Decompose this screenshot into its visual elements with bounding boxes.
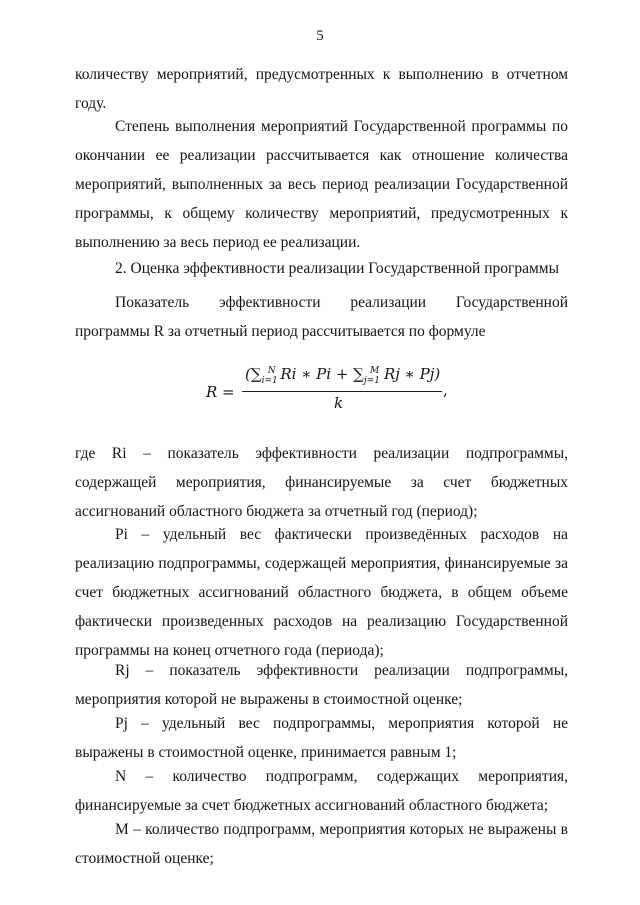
paragraph-completion-degree: Степень выполнения мероприятий Государственной программы по окончании ее реализации рассчитывается как отношение количества мероприятий, выполненных за весь период реализации Государственной программы, к общему количеству мероприятий, предусмотренных к выполнению за весь период ее реализации. bbox=[75, 118, 568, 251]
paragraph-n-definition: N – количество подпрограмм, содержащих мероприятия, финансируемые за счет бюджетных ассигнований областного бюджета; bbox=[75, 768, 568, 814]
paragraph-formula-intro: Показатель эффективности реализации Государственной программы R за отчетный период рассчитывается по формуле bbox=[75, 294, 568, 340]
formula-numerator: ($\sum_{i=1}^N$ Ri ∗ $Pi + \sum_{j=1}^M$ Rj ∗ Pj) bbox=[245, 365, 441, 386]
paragraph-continuation: количеству мероприятий, предусмотренных к выполнению в отчетном году. bbox=[75, 66, 568, 112]
formula-lhs: R = bbox=[206, 383, 235, 401]
efficiency-formula bbox=[200, 360, 460, 420]
section-heading: 2. Оценка эффективности реализации Государственной программы bbox=[115, 260, 560, 277]
paragraph-pj-definition: Pj – удельный вес подпрограммы, мероприятия которой не выражены в стоимостной оценке, принимается равным 1; bbox=[75, 715, 568, 761]
fraction-bar bbox=[242, 391, 442, 392]
page-number: 5 bbox=[316, 28, 324, 44]
paragraph-ri-definition: где Ri – показатель эффективности реализации подпрограммы, содержащей мероприятия, финансируемые за счет бюджетных ассигнований областного бюджета за отчетный год (период); bbox=[75, 445, 568, 520]
formula-comma: , bbox=[443, 381, 448, 399]
formula-denominator: k bbox=[334, 394, 344, 412]
paragraph-rj-definition: Rj – показатель эффективности реализации подпрограммы, мероприятия которой не выражены в стоимостной оценке; bbox=[75, 662, 568, 708]
paragraph-pi-definition: Pi – удельный вес фактически произведённых расходов на реализацию подпрограммы, содержащей мероприятия, финансируемые за счет бюджетных ассигнований областного бюджета, в общем объеме фактически произведенных расходов на реализацию Государственной программы на конец отчетного года (периода); bbox=[75, 526, 568, 659]
paragraph-m-definition: M – количество подпрограмм, мероприятия которых не выражены в стоимостной оценке; bbox=[75, 821, 568, 867]
